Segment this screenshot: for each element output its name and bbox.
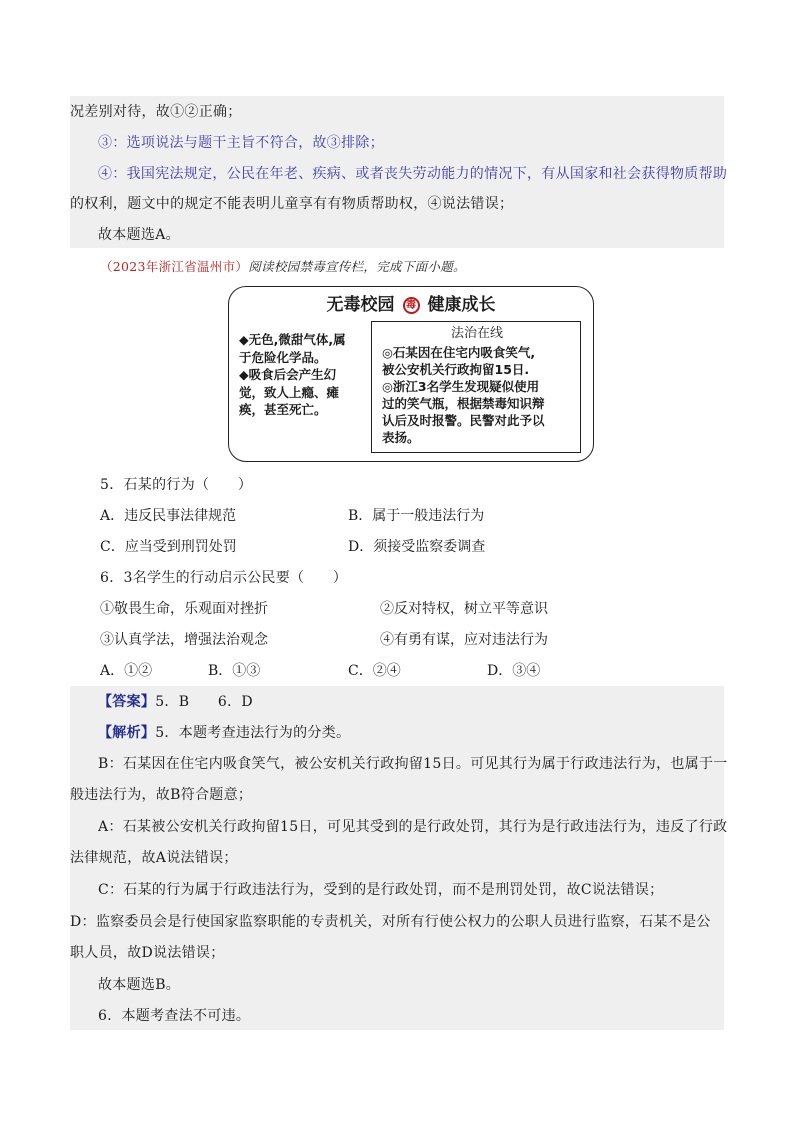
q5-option-a: A．违反民事法律规范 <box>100 508 237 524</box>
q6-option-d: D．③④ <box>487 663 541 679</box>
explanation-conclusion: 故本题选A。 <box>98 227 180 243</box>
analysis-line: 法律规范，故A说法错误； <box>70 850 238 866</box>
q6-statement-1: ①敬畏生命，乐观面对挫折 <box>100 601 268 617</box>
q6-option-a: A．①② <box>100 663 153 679</box>
law-online-line: 表扬。 <box>382 430 420 445</box>
no-drugs-icon: 毒 <box>403 297 420 314</box>
poster-left-line: ◆吸食后会产生幻 <box>239 367 337 382</box>
analysis-line: C：石某的行为属于行政违法行为，受到的是行政处罚，而不是刑罚处罚，故C说法错误； <box>98 882 664 898</box>
analysis-q6-intro: 6．本题考查法不可违。 <box>98 1008 251 1024</box>
law-online-line: 被公安机关行政拘留15日. <box>382 362 530 377</box>
answer-line <box>70 692 724 712</box>
poster-title-left: 无毒校园 <box>326 295 395 315</box>
analysis-line: 职人员，故D说法错误； <box>70 945 225 961</box>
question-source <box>100 257 754 277</box>
analysis-label: 【解析】 <box>98 725 156 741</box>
q6-option-b: B．①③ <box>208 663 261 679</box>
law-online-title: 法治在线 <box>450 326 503 341</box>
q6-option-c: C．②④ <box>348 663 401 679</box>
law-online-line: 过的笑气瓶，根据禁毒知识辩 <box>382 396 545 411</box>
answer-label: 【答案】 <box>98 694 156 710</box>
poster-title <box>229 293 593 317</box>
poster-left-line: ◆无色,微甜气体,属 <box>239 332 346 347</box>
law-online-line: ◎浙江3名学生发现疑似使用 <box>382 379 540 394</box>
law-online-line: ◎石某因在住宅内吸食笑气, <box>382 345 536 360</box>
analysis-conclusion: 故本题选B。 <box>98 977 181 993</box>
analysis-line <box>70 723 724 743</box>
law-online-line: 认后及时报警。民警对此予以 <box>382 413 545 428</box>
question-5-stem: 5．石某的行为（ ） <box>100 477 253 493</box>
analysis-line: D：监察委员会是行使国家监察职能的专责机关，对所有行使公权力的公职人员进行监察，石某不是公 <box>70 914 711 930</box>
poster-left-line: 于危险化学品。 <box>239 349 327 365</box>
poster-left-line: 觉，致人上瘾、瘫 <box>239 384 340 400</box>
source-label: （2023年浙江省温州市） <box>100 259 249 274</box>
q5-option-d: D．须接受监察委调查 <box>348 539 486 555</box>
poster-left-line: 痪，甚至死亡。 <box>239 402 327 417</box>
poster-law-online-panel <box>371 321 581 453</box>
analysis-intro: 5．本题考查违法行为的分类。 <box>155 725 351 741</box>
answer-text: 5．B 6．D <box>155 694 253 710</box>
q5-option-c: C．应当受到刑罚处罚 <box>100 539 237 555</box>
poster-title-right: 健康成长 <box>427 295 496 315</box>
analysis-line: A：石某被公安机关行政拘留15日，可见其受到的是行政处罚，其行为是行政违法行为，违反了行政 <box>98 819 728 835</box>
q5-option-b: B．属于一般违法行为 <box>348 508 485 524</box>
q6-statement-4: ④有勇有谋，应对违法行为 <box>380 632 548 648</box>
explanation-line: 况差别对待，故①②正确； <box>70 104 242 120</box>
poster-left-panel <box>239 331 359 419</box>
analysis-line: 般违法行为，故B符合题意； <box>70 787 253 803</box>
explanation-line: ③：选项说法与题干主旨不符合，故③排除； <box>98 135 384 151</box>
analysis-line: B：石某因在住宅内吸食笑气，被公安机关行政拘留15日。可见其行为属于行政违法行为，也属于一 <box>98 756 728 772</box>
source-instruction: 阅读校园禁毒宣传栏，完成下面小题。 <box>248 259 466 274</box>
explanation-line: ④：我国宪法规定，公民在年老、疾病、或者丧失劳动能力的情况下，有从国家和社会获得物质帮助 <box>98 166 728 182</box>
q6-statement-3: ③认真学法，增强法治观念 <box>100 632 268 648</box>
anti-drug-poster <box>228 286 594 462</box>
question-6-stem: 6．3名学生的行动启示公民要（ ） <box>100 570 348 586</box>
explanation-line: 的权利，题文中的规定不能表明儿童享有有物质帮助权，④说法错误； <box>70 196 514 212</box>
q6-statement-2: ②反对特权，树立平等意识 <box>380 601 548 617</box>
